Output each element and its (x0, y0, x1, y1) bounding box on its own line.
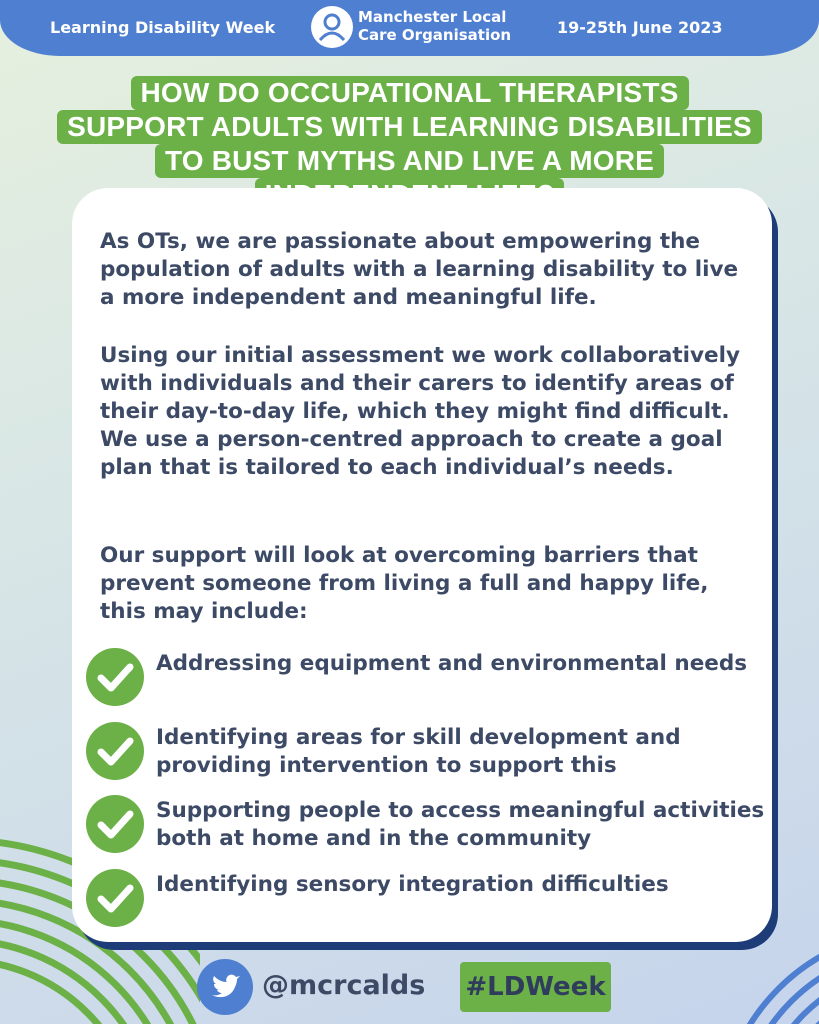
org-name-line-2: Care Organisation (358, 26, 512, 44)
hashtag-text: #LDWeek (465, 972, 606, 1002)
event-dates: 19-25th June 2023 (557, 18, 723, 37)
list-item-text: Supporting people to access meaningful activities both at home and in the community (156, 798, 765, 851)
org-name-line-1: Manchester Local (358, 8, 507, 26)
checkmark-circle-icon (86, 722, 144, 780)
list-item-text: Identifying areas for skill development and providing intervention to support this (156, 725, 681, 778)
checkmark-circle-icon (86, 869, 144, 927)
twitter-bird-icon[interactable] (197, 959, 253, 1015)
event-name: Learning Disability Week (50, 18, 276, 37)
checkmark-circle-icon (86, 795, 144, 853)
support-paragraph: Our support will look at overcoming barriers that prevent someone from living a full and happy life, this may include: (100, 543, 709, 624)
list-item-text: Identifying sensory integration difficulties (156, 872, 669, 897)
list-item (86, 722, 766, 782)
twitter-handle[interactable]: @mcrcalds (262, 970, 426, 1001)
organisation-name (358, 8, 511, 44)
title-line-2: SUPPORT ADULTS WITH LEARNING DISABILITIES (57, 110, 762, 144)
list-item (86, 869, 766, 929)
list-item (86, 648, 766, 708)
assessment-paragraph: Using our initial assessment we work collaboratively with individuals and their carers to identify areas of their day-to-day life, which they might find difficult. We use a person-centred approach to create a goal plan that is tailored to each individual’s needs. (100, 343, 740, 480)
list-item-text: Addressing equipment and environmental needs (156, 651, 748, 676)
person-circle-icon (311, 6, 353, 48)
hashtag-badge (460, 962, 611, 1012)
intro-paragraph: As OTs, we are passionate about empowering the population of adults with a learning disability to live a more independent and meaningful life. (100, 229, 739, 310)
title-line-1: HOW DO OCCUPATIONAL THERAPISTS (131, 76, 689, 110)
title-line-3: TO BUST MYTHS AND LIVE A MORE (155, 144, 664, 178)
list-item (86, 795, 766, 855)
header-bar (0, 0, 819, 56)
content-card (72, 188, 772, 942)
checkmark-circle-icon (86, 648, 144, 706)
